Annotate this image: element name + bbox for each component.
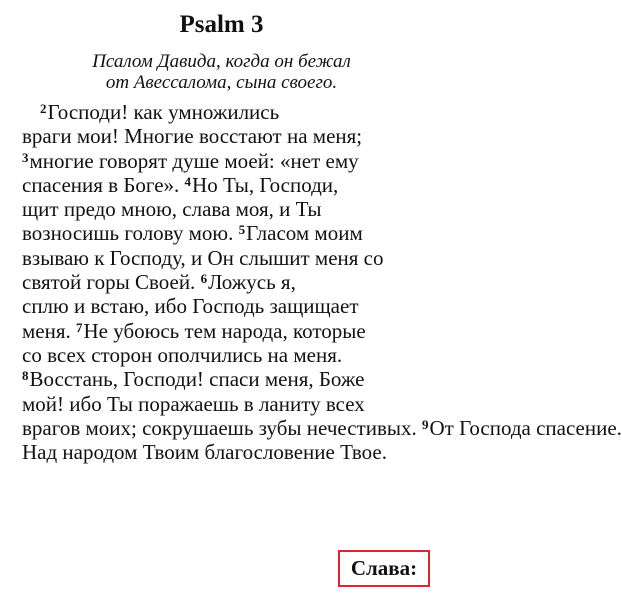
verse-number: 7 — [76, 319, 83, 335]
verse-text: Гласом моим — [246, 221, 363, 246]
text-line — [22, 197, 432, 221]
verse-text: Ложусь я, — [208, 270, 296, 295]
verse-text: возносишь голову мою. — [22, 221, 234, 246]
verse-text: Не убоюсь тем народа, которые — [83, 318, 366, 343]
page-title: Psalm 3 — [179, 11, 264, 38]
verse-text: Над народом Твоим благословение Твое. — [22, 440, 387, 465]
verse-text: От Господа спасение. — [429, 415, 622, 440]
verse-text: сплю и встаю, ибо Господь защищает — [22, 294, 359, 319]
verse-text: враги мои! Многие восстают на меня; — [22, 124, 363, 149]
verse-number: 3 — [22, 149, 29, 165]
verse-number: 4 — [184, 173, 192, 189]
verse-number: 2 — [40, 101, 47, 116]
verse-number: 5 — [238, 222, 246, 238]
verse-text: Господи! как умножились — [47, 100, 280, 124]
verse-text: мой! ибо Ты поражаешь в ланиту всех — [22, 391, 365, 416]
verse-text: меня. — [22, 318, 71, 343]
text-line — [22, 246, 432, 270]
text-line — [22, 440, 432, 464]
subtitle-line: Псалом Давида, когда он бежал — [92, 51, 351, 72]
verse-text: спасения в Боге». — [22, 172, 180, 197]
text-line — [22, 294, 432, 318]
verse-number: 9 — [421, 416, 429, 432]
verse-text: Но Ты, Господи, — [192, 172, 339, 197]
text-line — [22, 367, 432, 391]
verse-text: многие говорят душе моей: «нет ему — [29, 148, 359, 173]
verse-text: щит предо мною, слава моя, и Ты — [22, 197, 322, 222]
text-line — [22, 343, 432, 367]
gloria-label: Слава: — [338, 550, 430, 587]
text-line — [22, 415, 622, 440]
verse-number: 8 — [22, 368, 29, 384]
psalm-subtitle — [0, 51, 443, 93]
verse-text: взываю к Господу, и Он слышит меня со — [22, 245, 384, 270]
text-line — [22, 270, 432, 294]
verse-text: со всех сторон ополчились на меня. — [22, 342, 343, 367]
verse-text: святой горы Своей. — [22, 270, 196, 295]
text-line — [22, 124, 432, 148]
text-line — [22, 149, 432, 173]
subtitle-line: от Авессалома, сына своего. — [105, 72, 338, 93]
verse-text: Восстань, Господи! спаси меня, Боже — [29, 367, 365, 392]
verse-text: врагов моих; сокрушаешь зубы нечестивых. — [22, 415, 417, 440]
psalm-text — [22, 100, 622, 465]
text-line — [22, 221, 432, 245]
text-line — [22, 173, 432, 197]
verse-number: 6 — [200, 271, 208, 287]
text-line — [22, 319, 432, 343]
text-line — [22, 100, 432, 124]
text-line — [22, 392, 432, 416]
